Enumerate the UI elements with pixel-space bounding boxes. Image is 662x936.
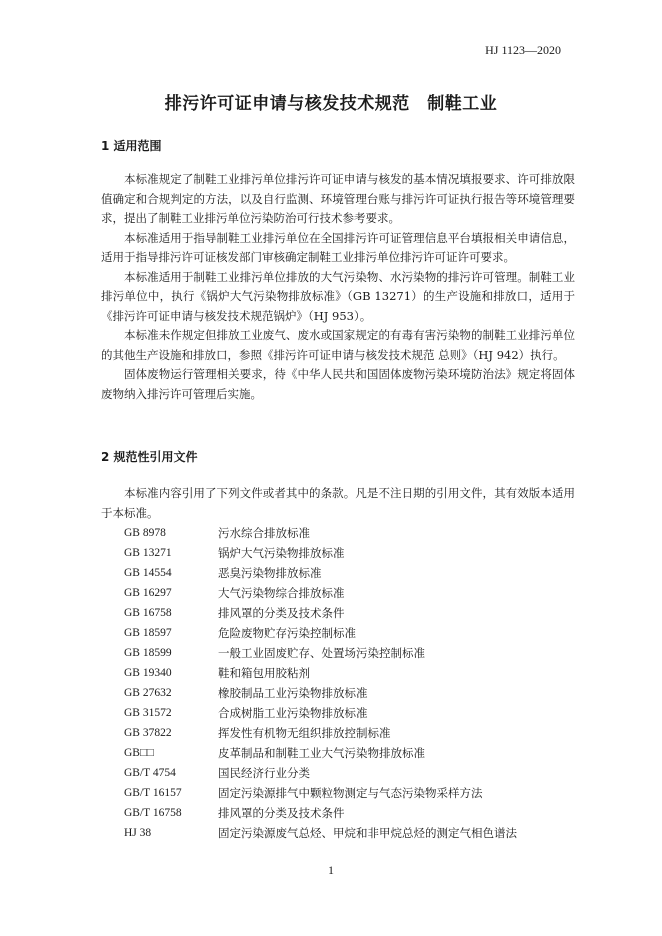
section-heading-references: 2 规范性引用文件 [101, 450, 198, 464]
reference-title: 国民经济行业分类 [218, 766, 310, 780]
reference-row [124, 543, 574, 563]
reference-title: 污水综合排放标准 [218, 526, 310, 540]
reference-title: 排风罩的分类及技术条件 [218, 606, 345, 620]
reference-code: GB/T 4754 [124, 767, 176, 779]
reference-code: GB 18597 [124, 627, 172, 639]
reference-title: 固定污染源排气中颗粒物测定与气态污染物采样方法 [218, 786, 483, 800]
reference-title: 挥发性有机物无组织排放控制标准 [218, 726, 391, 740]
standard-code: HJ 1123—2020 [485, 43, 561, 57]
reference-row [124, 663, 574, 683]
reference-row [124, 603, 574, 623]
reference-code: HJ 38 [124, 827, 152, 839]
paragraph: 本标准适用于制鞋工业排污单位排放的大气污染物、水污染物的排污许可管理。制鞋工业排污单位中，执行《锅炉大气污染物排放标准》（GB 13271）的生产设施和排放口，适用于《排污许可证申请与核发技术规范锅炉》（HJ 953）。 [101, 269, 575, 323]
reference-code: GB 31572 [124, 707, 172, 719]
reference-row [124, 703, 574, 723]
reference-code: GB□□ [124, 747, 154, 759]
references-intro [101, 484, 575, 523]
reference-row [124, 643, 574, 663]
reference-code: GB 16758 [124, 607, 172, 619]
reference-title: 大气污染物综合排放标准 [218, 586, 345, 600]
reference-code: GB/T 16157 [124, 787, 182, 799]
reference-title: 橡胶制品工业污染物排放标准 [218, 686, 368, 700]
reference-code: GB 18599 [124, 647, 172, 659]
scope-paragraphs [101, 170, 575, 404]
reference-code: GB 16297 [124, 587, 172, 599]
document-title: 排污许可证申请与核发技术规范 制鞋工业 [164, 94, 498, 114]
reference-code: GB 37822 [124, 727, 172, 739]
reference-row [124, 743, 574, 763]
reference-list [124, 523, 574, 843]
reference-row [124, 683, 574, 703]
paragraph: 本标准内容引用了下列文件或者其中的条款。凡是不注日期的引用文件，其有效版本适用于本标准。 [101, 486, 575, 520]
reference-title: 固定污染源废气总烃、甲烷和非甲烷总烃的测定气相色谱法 [218, 826, 517, 840]
reference-code: GB 19340 [124, 667, 172, 679]
reference-code: GB 13271 [124, 547, 172, 559]
reference-row [124, 563, 574, 583]
reference-code: GB/T 16758 [124, 807, 182, 819]
reference-title: 皮革制品和制鞋工业大气污染物排放标准 [218, 746, 425, 760]
reference-code: GB 27632 [124, 687, 172, 699]
reference-title: 排风罩的分类及技术条件 [218, 806, 345, 820]
paragraph: 本标准规定了制鞋工业排污单位排污许可证申请与核发的基本情况填报要求、许可排放限值确定和合规判定的方法，以及自行监测、环境管理台账与排污许可证执行报告等环境管理要求，提出了制鞋工业排污单位污染防治可行技术参考要求。 [101, 172, 575, 225]
reference-row [124, 763, 574, 783]
paragraph: 固体废物运行管理相关要求，待《中华人民共和国固体废物污染环境防治法》规定将固体废物纳入排污许可管理后实施。 [101, 367, 575, 401]
reference-row [124, 823, 574, 843]
reference-title: 合成树脂工业污染物排放标准 [218, 706, 368, 720]
reference-code: GB 14554 [124, 567, 172, 579]
reference-row [124, 583, 574, 603]
paragraph: 本标准未作规定但排放工业废气、废水或国家规定的有毒有害污染物的制鞋工业排污单位的其他生产设施和排放口，参照《排污许可证申请与核发技术规范 总则》（HJ 942）执行。 [101, 328, 575, 362]
paragraph: 本标准适用于指导制鞋工业排污单位在全国排污许可证管理信息平台填报相关申请信息，适用于指导排污许可证核发部门审核确定制鞋工业排污单位排污许可证许可要求。 [101, 230, 575, 264]
reference-row [124, 723, 574, 743]
reference-title: 一般工业固废贮存、处置场污染控制标准 [218, 646, 425, 660]
reference-code: GB 8978 [124, 527, 166, 539]
reference-title: 恶臭污染物排放标准 [218, 566, 322, 580]
reference-row [124, 523, 574, 543]
section-heading-scope: 1 适用范围 [101, 139, 162, 153]
reference-title: 危险废物贮存污染控制标准 [218, 626, 356, 640]
reference-row [124, 803, 574, 823]
reference-title: 鞋和箱包用胶粘剂 [218, 666, 310, 680]
page-number: 1 [328, 863, 334, 877]
reference-title: 锅炉大气污染物排放标准 [218, 546, 345, 560]
reference-row [124, 623, 574, 643]
reference-row [124, 783, 574, 803]
